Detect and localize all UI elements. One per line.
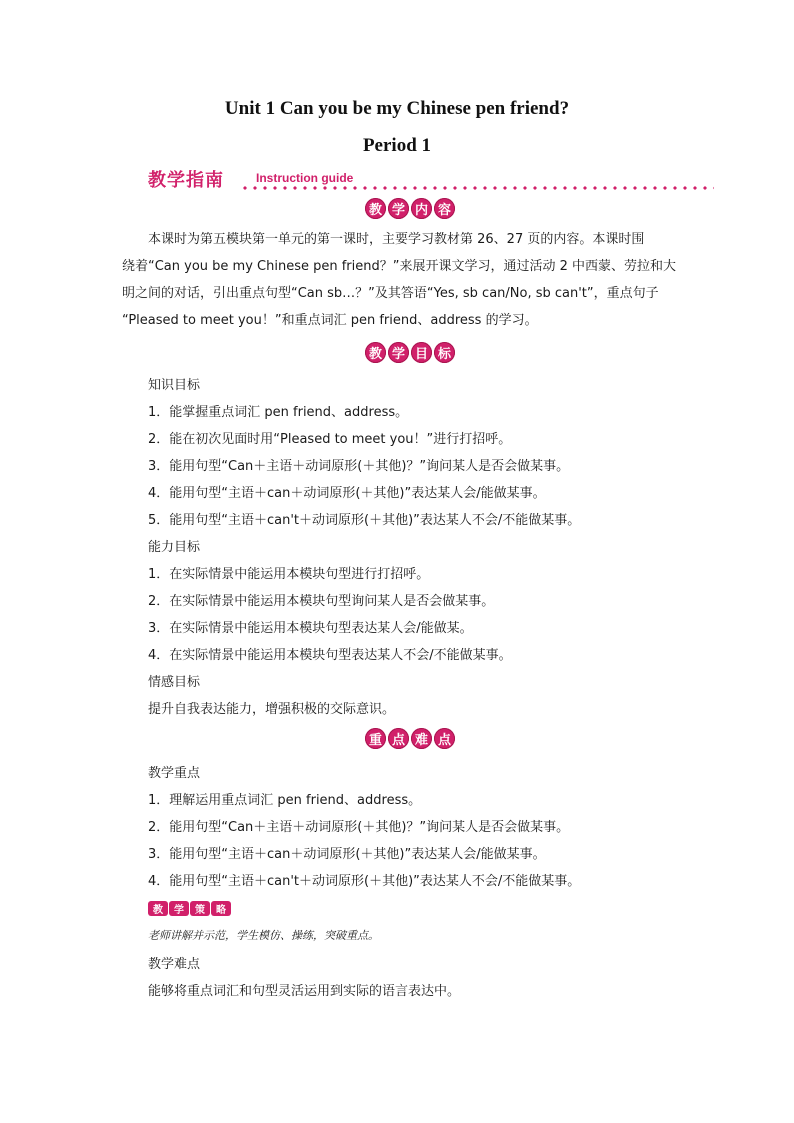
section-heading: 知识目标 (148, 378, 201, 393)
knowledge-item: 5．能用句型“主语＋can't＋动词原形(＋其他)”表达某人不会/不能做某事。 (148, 513, 581, 528)
badge-char: 学 (169, 901, 189, 916)
difficulty-text: 能够将重点词汇和句型灵活运用到实际的语言表达中。 (148, 984, 461, 999)
badge-char: 教 (148, 901, 168, 916)
knowledge-item: 2．能在初次见面时用“Pleased to meet you！”进行打招呼。 (148, 432, 512, 447)
section-heading: 教学难点 (148, 957, 201, 972)
section-heading: 能力目标 (148, 540, 201, 555)
guide-en-label: Instruction guide (256, 171, 354, 185)
intro-line: 本课时为第五模块第一单元的第一课时，主要学习教材第 26、27 页的内容。本课时围 (148, 232, 645, 247)
intro-line: “Pleased to meet you！”和重点词汇 pen friend、address 的学习。 (122, 313, 538, 328)
knowledge-item: 1．能掌握重点词汇 pen friend、address。 (148, 405, 409, 420)
instruction-guide-header (148, 166, 714, 192)
badge-char: 略 (211, 901, 231, 916)
focus-item: 3．能用句型“主语＋can＋动词原形(＋其他)”表达某人会/能做某事。 (148, 847, 546, 862)
emotion-text: 提升自我表达能力，增强积极的交际意识。 (148, 702, 396, 717)
section-heading: 情感目标 (148, 675, 201, 690)
ability-item: 4．在实际情景中能运用本模块句型表达某人不会/不能做某事。 (148, 648, 512, 663)
dotted-divider (240, 186, 714, 190)
ability-item: 2．在实际情景中能运用本模块句型询问某人是否会做某事。 (148, 594, 495, 609)
badge-char: 标 (434, 342, 455, 363)
knowledge-item: 3．能用句型“Can＋主语＋动词原形(＋其他)？”询问某人是否会做某事。 (148, 459, 570, 474)
badge-char: 策 (190, 901, 210, 916)
knowledge-item: 4．能用句型“主语＋can＋动词原形(＋其他)”表达某人会/能做某事。 (148, 486, 546, 501)
badge-char: 学 (388, 198, 409, 219)
focus-item: 4．能用句型“主语＋can't＋动词原形(＋其他)”表达某人不会/不能做某事。 (148, 874, 581, 889)
badge-char: 点 (434, 728, 455, 749)
badge-char: 内 (411, 198, 432, 219)
badge-char: 教 (365, 342, 386, 363)
page-title: Unit 1 Can you be my Chinese pen friend? (224, 98, 570, 119)
badge-char: 容 (434, 198, 455, 219)
badge-teaching-strategy (148, 901, 231, 916)
badge-teaching-objectives (365, 342, 455, 363)
intro-line: 明之间的对话，引出重点句型“Can sb…？”及其答语“Yes, sb can/No, sb can't”，重点句子 (122, 286, 659, 301)
focus-item: 1．理解运用重点词汇 pen friend、address。 (148, 793, 422, 808)
badge-char: 难 (411, 728, 432, 749)
badge-teaching-content (365, 198, 455, 219)
ability-item: 1．在实际情景中能运用本模块句型进行打招呼。 (148, 567, 430, 582)
page-subtitle: Period 1 (362, 135, 432, 156)
guide-cn-label: 教学指南 (148, 170, 224, 191)
ability-item: 3．在实际情景中能运用本模块句型表达某人会/能做某。 (148, 621, 473, 636)
badge-char: 目 (411, 342, 432, 363)
intro-paragraph (122, 226, 682, 334)
badge-char: 学 (388, 342, 409, 363)
badge-char: 教 (365, 198, 386, 219)
badge-char: 重 (365, 728, 386, 749)
focus-item: 2．能用句型“Can＋主语＋动词原形(＋其他)？”询问某人是否会做某事。 (148, 820, 570, 835)
badge-key-points (365, 728, 455, 749)
section-heading: 教学重点 (148, 766, 201, 781)
badge-char: 点 (388, 728, 409, 749)
intro-line: 绕着“Can you be my Chinese pen friend？”来展开课文学习，通过活动 2 中西蒙、劳拉和大 (122, 259, 677, 274)
strategy-text: 老师讲解并示范，学生模仿、操练，突破重点。 (148, 929, 379, 942)
